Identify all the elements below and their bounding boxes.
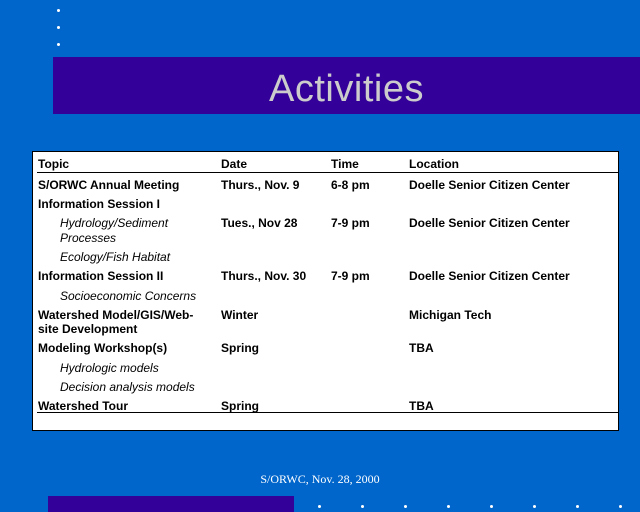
decor-dot [361, 505, 364, 508]
row-topic: site Development [38, 322, 138, 336]
row-time: 6-8 pm [331, 178, 370, 192]
row-location: TBA [409, 399, 434, 413]
row-date: Tues., Nov 28 [221, 216, 298, 230]
decor-dot [57, 43, 60, 46]
table-bottom-divider [37, 412, 618, 413]
row-subtopic: Ecology/Fish Habitat [60, 250, 171, 264]
row-topic: Information Session I [38, 197, 161, 211]
decor-dot [447, 505, 450, 508]
row-date: Thurs., Nov. 9 [221, 178, 300, 192]
header-location: Location [409, 157, 459, 171]
row-date: Thurs., Nov. 30 [221, 269, 307, 283]
row-subtopic: Decision analysis models [60, 380, 195, 394]
title-band [53, 57, 640, 114]
row-time: 7-9 pm [331, 269, 370, 283]
row-location: Michigan Tech [409, 308, 492, 322]
row-date: Spring [221, 399, 259, 413]
decor-dot [490, 505, 493, 508]
header-divider [37, 172, 618, 173]
header-topic: Topic [38, 157, 70, 171]
bottom-band [48, 496, 294, 512]
decor-dot [404, 505, 407, 508]
row-location: Doelle Senior Citizen Center [409, 178, 570, 192]
row-date: Winter [221, 308, 259, 322]
row-date: Spring [221, 341, 259, 355]
row-topic: Watershed Model/GIS/Web- [38, 308, 194, 322]
slide-title: Activities [269, 68, 424, 110]
decor-dot [57, 9, 60, 12]
decor-dot [619, 505, 622, 508]
row-location: Doelle Senior Citizen Center [409, 269, 570, 283]
row-topic: Modeling Workshop(s) [38, 341, 168, 355]
row-subtopic: Socioeconomic Concerns [60, 289, 197, 303]
header-date: Date [221, 157, 248, 171]
activities-table [32, 151, 619, 431]
decor-dot [318, 505, 321, 508]
row-topic: S/ORWC Annual Meeting [38, 178, 180, 192]
row-subtopic: Hydrologic models [60, 361, 159, 375]
slide-footer: S/ORWC, Nov. 28, 2000 [260, 472, 380, 486]
decor-dot [57, 26, 60, 29]
row-location: Doelle Senior Citizen Center [409, 216, 570, 230]
header-time: Time [331, 157, 359, 171]
row-location: TBA [409, 341, 434, 355]
row-time: 7-9 pm [331, 216, 370, 230]
row-subtopic: Processes [60, 231, 117, 245]
row-topic: Information Session II [38, 269, 164, 283]
decor-dot [576, 505, 579, 508]
decor-dot [533, 505, 536, 508]
row-subtopic: Hydrology/Sediment [60, 216, 169, 230]
row-topic: Watershed Tour [38, 399, 129, 413]
